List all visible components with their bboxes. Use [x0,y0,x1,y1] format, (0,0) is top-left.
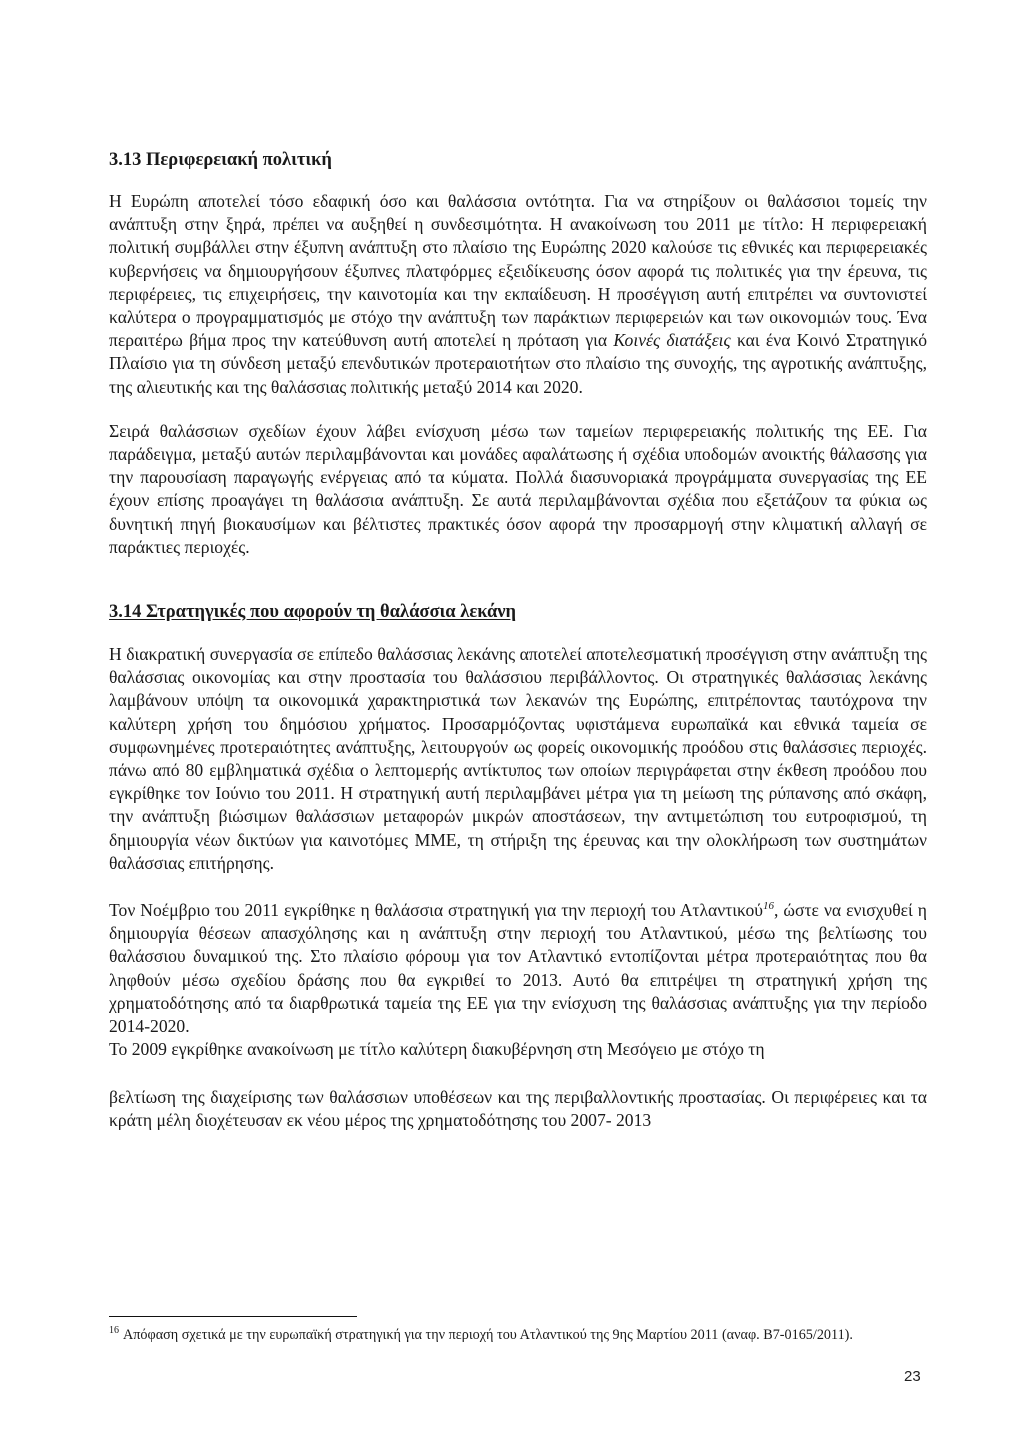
section-heading-3-13: 3.13 Περιφερειακή πολιτική [109,150,332,170]
paragraph-sea-basin-4: βελτίωση της διαχείρισης των θαλάσσιων υποθέσεων και της περιβαλλοντικής προστασίας. Οι περιφέρειες και τα κράτη μέλη διοχέτευσαν εκ νέου μέρος της χρηματοδότησης του 2007- 2013 [109,1086,927,1130]
paragraph-sea-basin-3: Το 2009 εγκρίθηκε ανακοίνωση με τίτλο καλύτερη διακυβέρνηση στη Μεσόγειο με στόχο τη [109,1039,765,1060]
page-number: 23 [904,1368,921,1385]
paragraph-regional-policy-1: Η Ευρώπη αποτελεί τόσο εδαφική όσο και θαλάσσια οντότητα. Για να στηρίξουν οι θαλάσσιοι τομείς την ανάπτυξη στην ξηρά, πρέπει να αυξηθεί η συνδεσιμότητα. Η ανακοίνωση του 2011 με τίτλο: Η περιφερειακή πολιτική συμβάλλει στην έξυπνη ανάπτυξη στο πλαίσιο της Ευρώπης 2020 καλούσε τις εθνικές και περιφερειακές κυβερνήσεις να δημιουργήσουν έξυπνες πλατφόρμες εξειδίκευσης όσον αφορά τις πολιτικές για την έρευνα, τις περιφέρειες, τις επιχειρήσεις, την καινοτομία και την εκπαίδευση. Η προσέγγιση αυτή επιτρέπει να συντονιστεί καλύτερα ο προγραμματισμός με στόχο την ανάπτυξη των παράκτιων περιφερειών και των οικονομιών τους. Ένα περαιτέρω βήμα προς την κατεύθυνση αυτή αποτελεί η πρόταση για Κοινές διατάξεις και ένα Κοινό Στρατηγικό Πλαίσιο για τη σύνδεση μεταξύ επενδυτικών προτεραιοτήτων στο πλαίσιο της συνοχής, της αγροτικής ανάπτυξης, της αλιευτικής και της θαλάσσιας πολιτικής μεταξύ 2014 και 2020. [109,191,927,397]
page-body [109,148,927,1132]
footnote [109,1325,869,1345]
section-heading-3-14: 3.14 Στρατηγικές που αφορούν τη θαλάσσια λεκάνη [109,602,517,623]
paragraph-sea-basin-1: Η διακρατική συνεργασία σε επίπεδο θαλάσσιας λεκάνης αποτελεί αποτελεσματική προσέγγιση στην ανάπτυξη της θαλάσσιας οικονομίας και στην προστασία του θαλάσσιου περιβάλλοντος. Οι στρατηγικές θαλάσσιας λεκάνης λαμβάνουν υπόψη τα οικονομικά χαρακτηριστικά των λεκανών της Ευρώπης, επιτρέποντας ταυτόχρονα την καλύτερη χρήση του δημόσιου χρήματος. Προσαρμόζοντας υφιστάμενα ευρωπαϊκά και εθνικά ταμεία σε συμφωνημένες προτεραιότητες ανάπτυξης, λειτουργούν ως φορείς οικονομικής προόδου στις θαλάσσιες περιοχές. πάνω από 80 εμβληματικά σχέδια ο λεπτομερής αντίκτυπος των οποίων περιγράφεται στην έκθεση προόδου που εγκρίθηκε τον Ιούνιο του 2011. Η στρατηγική αυτή περιλαμβάνει μέτρα για τη μείωση της ρύπανσης από σκάφη, την ανάπτυξη βιώσιμων θαλάσσιων μεταφορών μικρών αποστάσεων, την αντιμετώπιση του ευτροφισμού, τη δημιουργία νέων δικτύων για καινοτόμες ΜΜΕ, τη στήριξη της έρευνας και την ολοκλήρωση των συστημάτων θαλάσσιας επιτήρησης. [109,644,927,873]
paragraph-regional-policy-2: Σειρά θαλάσσιων σχεδίων έχουν λάβει ενίσχυση μέσω των ταμείων περιφερειακής πολιτικής της ΕΕ. Για παράδειγμα, μεταξύ αυτών περιλαμβάνονται και μονάδες αφαλάτωσης ή σχέδια υποδομών ανοικτής θάλασσης για την παρουσίαση παραγωγής ενέργειας από τα κύματα. Πολλά διασυνοριακά προγράμματα συνεργασίας της ΕΕ έχουν επίσης προαγάγει τη θαλάσσια ανάπτυξη. Σε αυτά περιλαμβάνονται σχέδια που εξετάζουν τα φύκια ως δυνητική πηγή βιοκαυσίμων και βέλτιστες πρακτικές όσον αφορά την προσαρμογή στην κλιματική αλλαγή σε παράκτιες περιοχές. [109,420,927,557]
italic-common-provisions: Κοινές διατάξεις [613,330,731,351]
paragraph-sea-basin-2: Τον Νοέμβριο του 2011 εγκρίθηκε η θαλάσσια στρατηγική για την περιοχή του Ατλαντικού$^{16}$, ώστε να ενισχυθεί η δημιουργία θέσεων απασχόλησης και η ανάπτυξη στην περιοχή του Ατλαντικού, μέσω της βελτίωσης του θαλάσσιου δυναμικού της. Στο πλαίσιο φόρουμ για τον Ατλαντικό εντοπίζονται μέτρα προτεραιότητας που θα ληφθούν μέσω σχεδίου δράσης που θα εγκριθεί το 2013. Αυτό θα επιτρέψει τη στρατηγική χρήση της χρηματοδότησης από τα διαρθρωτικά ταμεία της ΕΕ για την ενίσχυση της θαλάσσιας ανάπτυξης για την περίοδο 2014-2020. [109,900,927,1037]
footnote-separator [109,1316,357,1317]
footnote-text: Απόφαση σχετικά με την ευρωπαϊκή στρατηγική για την περιοχή του Ατλαντικού της 9ης Μαρτίου 2011 (αναφ. B7-0165/2011). [123,1327,853,1343]
footnote-reference: 16 [762,900,774,913]
footnote-number: 16 [109,1325,119,1337]
